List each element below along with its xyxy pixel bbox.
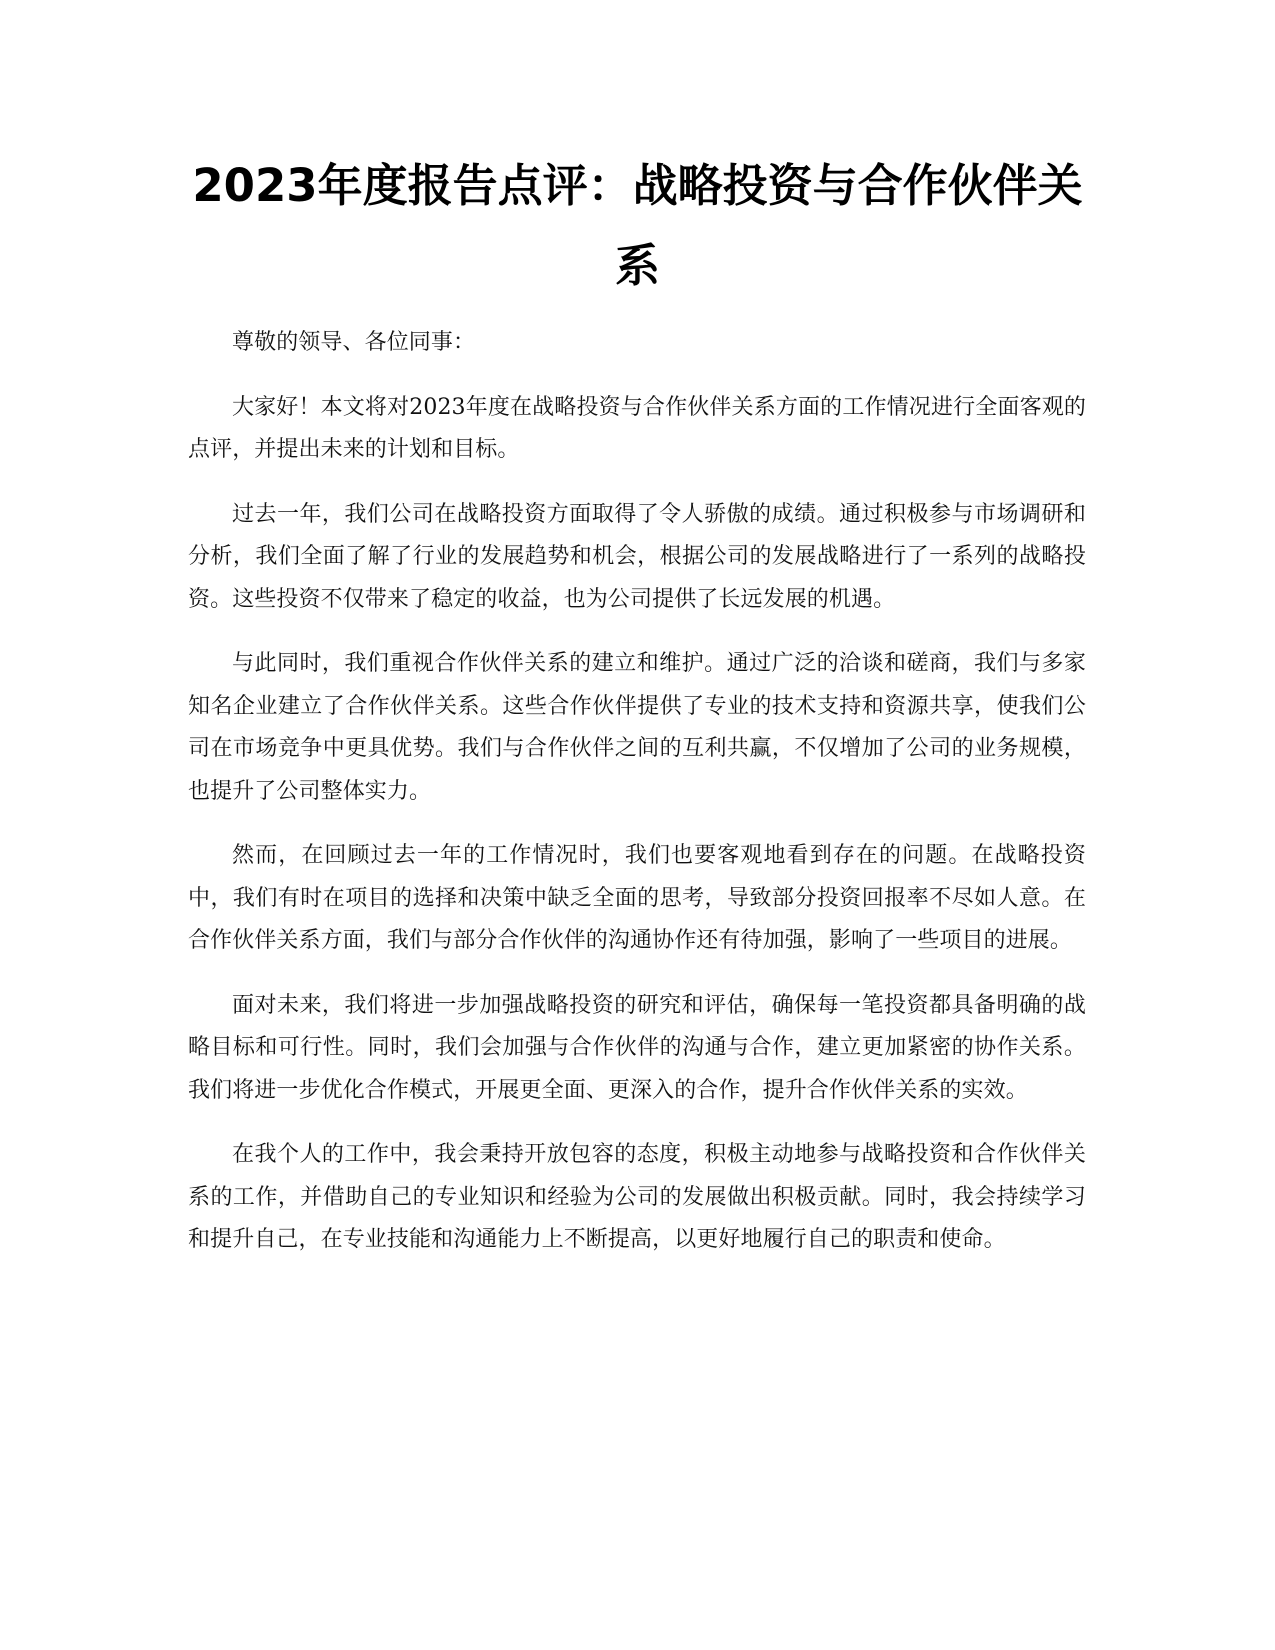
paragraph-intro: 大家好！本文将对2023年度在战略投资与合作伙伴关系方面的工作情况进行全面客观的点评，并提出未来的计划和目标。	[188, 394, 1086, 462]
document-body	[188, 322, 1086, 1284]
paragraph-problems: 然而，在回顾过去一年的工作情况时，我们也要客观地看到存在的问题。在战略投资中，我们有时在项目的选择和决策中缺乏全面的思考，导致部分投资回报率不尽如人意。在合作伙伴关系方面，我们与部分合作伙伴的沟通协作还有待加强，影响了一些项目的进展。	[188, 843, 1086, 953]
paragraph-salutation: 尊敬的领导、各位同事：	[232, 330, 476, 355]
paragraph-personal: 在我个人的工作中，我会秉持开放包容的态度，积极主动地参与战略投资和合作伙伴关系的工作，并借助自己的专业知识和经验为公司的发展做出积极贡献。同时，我会持续学习和提升自己，在专业技能和沟通能力上不断提高，以更好地履行自己的职责和使命。	[188, 1142, 1086, 1252]
paragraph-partnership: 与此同时，我们重视合作伙伴关系的建立和维护。通过广泛的洽谈和磋商，我们与多家知名企业建立了合作伙伴关系。这些合作伙伴提供了专业的技术支持和资源共享，使我们公司在市场竞争中更具优势。我们与合作伙伴之间的互利共赢，不仅增加了公司的业务规模，也提升了公司整体实力。	[188, 651, 1086, 804]
document-title: 2023年度报告点评：战略投资与合作伙伴关系	[192, 159, 1083, 292]
paragraph-investment: 过去一年，我们公司在战略投资方面取得了令人骄傲的成绩。通过积极参与市场调研和分析，我们全面了解了行业的发展趋势和机会，根据公司的发展战略进行了一系列的战略投资。这些投资不仅带来了稳定的收益，也为公司提供了长远发展的机遇。	[188, 501, 1086, 612]
paragraph-future: 面对未来，我们将进一步加强战略投资的研究和评估，确保每一笔投资都具备明确的战略目标和可行性。同时，我们会加强与合作伙伴的沟通与合作，建立更加紧密的协作关系。我们将进一步优化合作模式，开展更全面、更深入的合作，提升合作伙伴关系的实效。	[188, 992, 1086, 1103]
